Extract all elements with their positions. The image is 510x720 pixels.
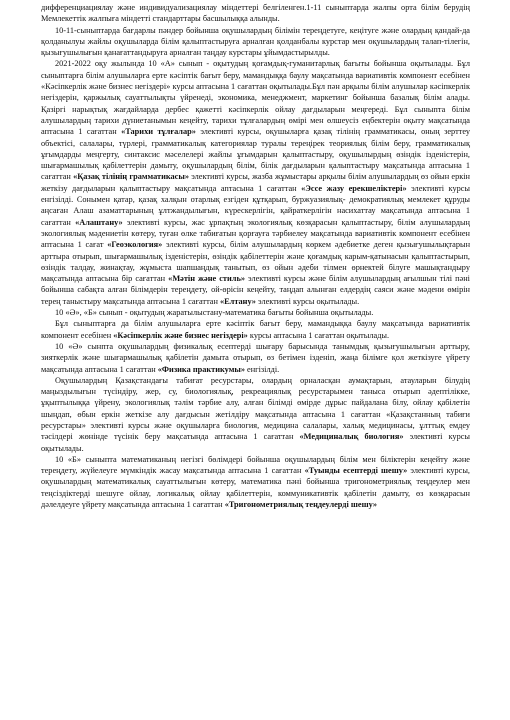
body-paragraph: [41, 25, 470, 59]
bold-course-title: «Геоэкология»: [107, 240, 163, 250]
body-paragraph: [41, 454, 470, 510]
paragraph-text: 2021-2022 оқу жылында 10 «А» сынып - оқытудың қоғамдық-гуманитарлық бағыты бойынша оқытылады. Бұл сыныптарға білім алушыларға ерте кәсіптік бағыт беру, мамандыққа баулу мақсатында вариативтік компонент есебінен «Кәсіпкерлік және бизнес негіздері» курсы аптасына 1 сағаттан оқытылады.Бұл пән арқылы білім алушылар кәсіпкерлік негіздерін, қаржылық сауаттылықты үйренеді, экономика, менеджмент, маркетинг бойынша базалық білім алады. Қазіргі нарықтық жағдайларда дербес қажетті кәсіпкерлік ойлау дағдыларын меңгереді. Бұл сыныпта білім алушылардың тарихи дүниетанымын кеңейту, тарихи тұлғалардың өмірі мен өлшеусіз еңбектерін оқыту мақсатында аптасына 1 сағаттан: [41, 59, 470, 137]
body-paragraph: [41, 58, 470, 307]
paragraph-text: элективті курсы, оқушыларға қазақ тілінің грамматикасы, оның зерттеу объектісі, салалары, түрлері, грамматикалық категориялар туралы тереңірек теориялық білім беру, грамматикалық ұғымдарды меңгерту, синтаксис мәселелері жайлы ұғымдарын қалыптастыру, оқушылырдың өзіндік ізденістерін, шығармашылық қабілеттерін дамыту, оқушылардың білім, білік дағдыларын қалыптастыру мақсатында аптасына 1 сағаттан: [41, 127, 470, 182]
body-paragraph: [41, 2, 470, 25]
paragraph-text: дифференциациялау және индивидуализациялау міндеттері белгіленген.1-11 сыныптарда жалпы орта білім берудің Мемлекеттік жалпыға міндетті стандарттары басшылыққа алынды.: [41, 3, 470, 24]
bold-course-title: «Мәтін және стиль»: [168, 274, 245, 284]
body-paragraph: [41, 341, 470, 375]
paragraph-text: элективті курсы, білім алушылардың көркем әдебиетке деген қызығушылықтарын арттыра отырып, шығармашылық ізденістерін, өзіндік қабілеттерін және қоғамдық карым-қатынасын қалыптастырып, өзіндік талдау, жинақтау, жұмыста шапшаңдық танытып, өз ойын әдеби тілмен өрнектей білуге машықтандыру мақсатында аптасына бір сағаттан: [41, 240, 471, 284]
paragraph-text: элективті курсы оқытылады.: [41, 432, 470, 453]
body-paragraph: [41, 318, 470, 341]
paragraph-text: элективті курсы және білім алушылардың ағылшын тілі пәні бойынша сабақта алған білімдерін тереңдету, ой-өрісін кеңейту, таңдап алынған елдердің саяси және мәдени өмірін терең таныстыру мақсатында аптасына 1 сағаттан: [41, 274, 470, 306]
bold-course-title: «Медициналық биология»: [299, 432, 404, 442]
paragraph-text: 10-11-сыныптарда бағдарлы пәндер бойынша оқушылардың білімін тереңдетуге, кеңітуге және олардың қандай-да қолданылуы жайлы оқушыларда білім қалыптастыруға арналған қолданбалы курстар мен оқушылардың талап-тілегін, қызығушылығын қанағаттандыруға арналған таңдау курстары ұйымдастырылды.: [41, 25, 470, 58]
bold-course-title: «Физика практикумы»: [157, 364, 245, 374]
paragraph-text: Бұл сыныптарға да білім алушыларға ерте кәсіптік бағыт беру, мамандыққа баулу мақсатында вариативтік компонент есебінен: [41, 319, 470, 340]
bold-course-title: «Қазақ тілінің грамматикасы»: [73, 172, 189, 182]
paragraph-text: курсы аптасына 1 сағаттан оқытылады.: [247, 330, 390, 340]
bold-course-title: «Туынды есептерді шешу»: [304, 466, 408, 476]
paragraph-text: 10 «Ә», «Б» сынып - оқытудың жаратылыстану-математика бағыты бойынша оқытылады.: [55, 308, 374, 318]
bold-course-title: «Эссе жазу ерекшеліктері»: [301, 183, 407, 193]
paragraph-text: 10 «Б» сыныпта математиканың негізгі бөлімдері бойынша оқушылардың білім мен біліктерін кеңейту және тереңдету, жүйелеуге мүмкіндік жасау мақсатында аптасына 1 сағаттан: [41, 454, 470, 476]
paragraph-text: элективті курсы, жас ұрпақтың экологиялық көзқарасын қалыптастыру, білім алушылардың экологиялық мәдениетін көтеру, туған өлке табиғатын қорғауға тәрбиелеу мақсатында вариативтік компонент есебінен аптасына 1 сағат: [41, 217, 470, 250]
bold-course-title: «Алаштану»: [75, 217, 123, 227]
paragraph-text: элективті курсы енгізілді. Сонымен қатар, қазақ халқын отарлық езгіден құтқарып, буржуазиялық- демократиялық мемлекет құруды аңсаған Алаш азаматтарының ұлтжандылығын, күрескерлігін, қайраткерлігін насихаттау мақсатында аптасына 1 сағаттан: [41, 183, 470, 227]
paragraph-text: 10 «Ә» сынпта оқушылардың физикалық есептерді шығару барысында танымдық қызығушылығын арттыру, зияткерлік және шығармашылық қабілетін дамыта отырып, өз бетімен ізденіп, жаңа білімге қол жеткізуге үйрету мақсатында аптасына 1 сағаттан: [41, 341, 470, 374]
bold-course-title: «Елтану»: [220, 296, 256, 306]
paragraph-text: элективті курсы, оқушылардың математикалық сауаттылығын көтеру, математика пәні бойынша тригонометриялық теңдеулер мен теңсіздіктерді шешуге ойлау, логикалық ойлау қабілеттерін, коммуникативтік қабілетін дамыту, өз көзқарасын дәлелдеуге үйрету мақсатында аптасына 1 сағаттан: [41, 466, 470, 510]
paragraph-text: енгізілді.: [244, 364, 280, 374]
bold-course-title: «Тригонометриялық теңдеулерді шешу»: [224, 500, 378, 510]
body-paragraph: [41, 375, 470, 454]
paragraph-text: элективті курсы оқытылады.: [255, 296, 360, 306]
bold-course-title: «Тарихи тұлғалар»: [121, 127, 196, 137]
paragraph-text: Оқушылардың Қазақстандағы табиғат ресурстары, олардың орналасқан аумақтарын, атауларын білудің маңыздылығын түсіндіру, жер, су, биологиялық, рекреациялық ресурстарымен таныса отырып әдептілікке, ұқыптылыққа үйрену, экологиялық тәлім тәрбие алу, алған білімді өмірде дұрыс пайдалана білу, ойлау қабілетін шыңдап, өбын еркін жеткізе алу дағдысын жетілдіру мақсатында аптасына 1 сағаттан «Қазақстанның табиғи ресурстары» элективті курсы және оқушыларға биология, медицина салалары, халық медицинасы, ұлттық емдеу тәсілдері жөнінде түсінік беру мақсатында аптасына 1 сағаттан: [41, 375, 470, 442]
paragraph-text: элективті курсы, жазба жұмыстары арқылы білім алушылардың өз ойын еркін жеткізу дағдыларын қалыптастыру мақсатында аптасына 1 сағаттан: [41, 172, 471, 193]
bold-course-title: «Кәсіпкерлік және бизнес негіздері»: [113, 330, 248, 340]
body-paragraph: [41, 307, 470, 318]
